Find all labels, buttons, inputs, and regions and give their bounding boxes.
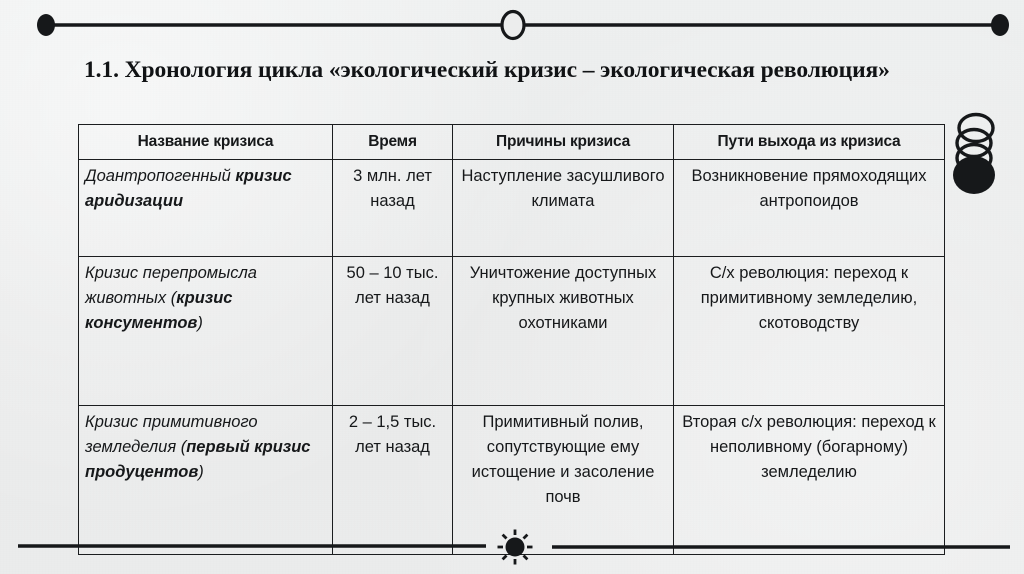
table-row	[79, 160, 945, 257]
cell-way-out: Вторая с/х революция: переход к неполивному (богарному) земледелию	[674, 406, 945, 555]
crisis-name-bold: кризис консументов	[85, 289, 233, 332]
bottom-divider-line	[0, 528, 1024, 574]
table-header-row	[79, 125, 945, 160]
table-header-time: Время	[333, 125, 453, 160]
cell-cause: Наступление засушливого климата	[453, 160, 674, 257]
table-header-name: Название кризиса	[79, 125, 333, 160]
crisis-name-tail: )	[197, 314, 203, 332]
chronology-table	[78, 124, 945, 555]
crisis-name-plain: Кризис примитивного земледелия (	[85, 413, 258, 456]
crisis-name-plain: Доантропогенный	[85, 167, 236, 185]
crisis-name-plain: Кризис перепромысла животных (	[85, 264, 257, 307]
cell-way-out: Возникновение прямоходящих антропоидов	[674, 160, 945, 257]
cell-time: 3 млн. лет назад	[333, 160, 453, 257]
table-header-cause: Причины кризиса	[453, 125, 674, 160]
table-header-way-out: Пути выхода из кризиса	[674, 125, 945, 160]
cell-cause: Примитивный полив, сопутствующие ему истощение и засоление почв	[453, 406, 674, 555]
cell-time: 2 – 1,5 тыс. лет назад	[333, 406, 453, 555]
chronology-table-container	[78, 124, 944, 543]
left-dot-marker	[37, 14, 55, 36]
cell-crisis-name	[79, 160, 333, 257]
cell-time: 50 – 10 тыс. лет назад	[333, 257, 453, 406]
center-circle-marker	[502, 12, 524, 39]
right-dot-marker	[991, 14, 1009, 36]
stacked-circles-ornament	[950, 112, 1006, 204]
sun-icon	[498, 530, 533, 565]
crisis-name-bold: первый кризис продуцентов	[85, 438, 311, 481]
cell-cause: Уничтожение доступных крупных животных охотниками	[453, 257, 674, 406]
page-title: 1.1. Хронология цикла «экологический кризис – экологическая революция»	[84, 57, 890, 83]
cell-crisis-name	[79, 257, 333, 406]
top-divider-line	[0, 0, 1024, 52]
crisis-name-bold: кризис аридизации	[85, 167, 292, 210]
crisis-name-tail: )	[198, 463, 204, 481]
table-row	[79, 257, 945, 406]
filled-circle-icon	[953, 156, 995, 194]
cell-way-out: С/х революция: переход к примитивному земледелию, скотоводству	[674, 257, 945, 406]
